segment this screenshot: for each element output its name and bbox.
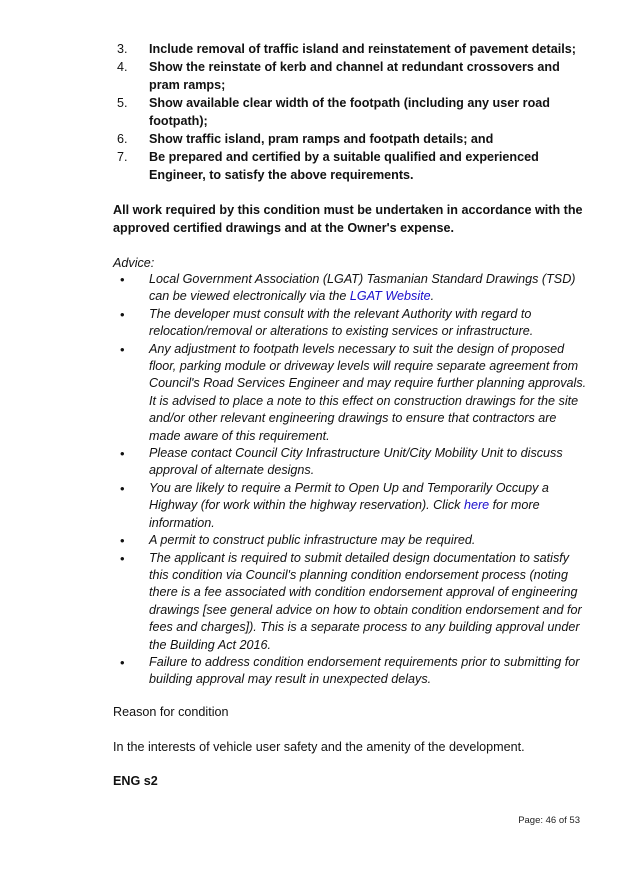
- reason-heading: Reason for condition: [113, 705, 229, 719]
- bullet-icon: •: [120, 306, 125, 322]
- bullet-icon: •: [120, 654, 125, 670]
- lgat-website-link[interactable]: LGAT Website: [349, 289, 431, 304]
- item-number: 5.: [117, 96, 128, 110]
- advice-item: [117, 306, 587, 341]
- item-text: Be prepared and certified by a suitable qualified and experienced Engineer, to satisfy the above requirements.: [149, 150, 539, 182]
- item-number: 4.: [117, 60, 128, 74]
- bullet-icon: •: [120, 550, 125, 566]
- bullet-icon: •: [120, 341, 125, 357]
- advice-text: Any adjustment to footpath levels necessary to suit the design of proposed floor, parking module or driveway levels will require separate agreement from Council's Road Services Engineer and may require further planning approvals. It is advised to place a note to this effect on construction drawings for the site and/or other relevant engineering drawings to ensure that contractors are made aware of this requirement.: [149, 341, 587, 443]
- advice-label: Advice:: [113, 256, 155, 270]
- item-text: Show available clear width of the footpath (including any user road footpath);: [149, 96, 550, 128]
- advice-text: Please contact Council City Infrastructure Unit/City Mobility Unit to discuss approval of alternate designs.: [149, 446, 563, 478]
- numbered-item: [117, 58, 587, 94]
- item-text: Show the reinstate of kerb and channel at redundant crossovers and pram ramps;: [149, 60, 560, 92]
- advice-text: The developer must consult with the relevant Authority with regard to relocation/removal or alterations to existing services or infrastructure.: [149, 306, 534, 339]
- condition-statement: All work required by this condition must be undertaken in accordance with the approved certified drawings and at the Owner's expense.: [113, 203, 583, 235]
- advice-item: [117, 550, 587, 654]
- numbered-item: [117, 130, 587, 148]
- item-number: 3.: [117, 42, 128, 56]
- advice-item: [117, 654, 587, 689]
- bullet-icon: •: [120, 272, 125, 287]
- item-text: Include removal of traffic island and reinstatement of pavement details;: [149, 42, 576, 56]
- item-number: 7.: [117, 150, 128, 164]
- bullet-icon: •: [120, 480, 125, 496]
- advice-item: [117, 271, 587, 306]
- advice-item: [117, 480, 587, 532]
- advice-item: [117, 445, 587, 480]
- item-text: Show traffic island, pram ramps and footpath details; and: [149, 132, 494, 146]
- advice-text-tail: for more information.: [149, 498, 540, 530]
- numbered-item: [117, 40, 587, 58]
- here-link[interactable]: here: [463, 498, 490, 513]
- numbered-item: [117, 148, 587, 184]
- advice-text: A permit to construct public infrastructure may be required.: [149, 533, 476, 548]
- advice-text: Failure to address condition endorsement requirements prior to submitting for building approval may result in unexpected delays.: [149, 654, 580, 687]
- bullet-icon: •: [120, 446, 125, 462]
- advice-text: You are likely to require a Permit to Open Up and Temporarily Occupy a Highway (for work within the highway reservation). Click: [149, 480, 549, 513]
- numbered-requirements-list: [117, 40, 587, 184]
- reason-text: In the interests of vehicle user safety and the amenity of the development.: [113, 740, 525, 754]
- advice-text: Local Government Association (LGAT) Tasmanian Standard Drawings (TSD) can be viewed electronically via the: [149, 272, 576, 304]
- advice-item: [117, 341, 587, 445]
- page-number: Page: 46 of 53: [518, 815, 580, 826]
- bullet-icon: •: [120, 533, 125, 549]
- advice-list: [117, 271, 587, 689]
- next-condition-heading: ENG s2: [113, 774, 158, 788]
- item-number: 6.: [117, 132, 128, 146]
- advice-item: [117, 532, 587, 549]
- numbered-item: [117, 94, 587, 130]
- advice-text-tail: .: [430, 289, 435, 304]
- advice-text: The applicant is required to submit detailed design documentation to satisfy this condition via Council's planning condition endorsement process (noting there is a fee associated with condition endorsement approval of engineering drawings [see general advice on how to obtain condition endorsement and for fees and charges]). This is a separate process to any building approval under the Building Act 2016.: [149, 550, 582, 652]
